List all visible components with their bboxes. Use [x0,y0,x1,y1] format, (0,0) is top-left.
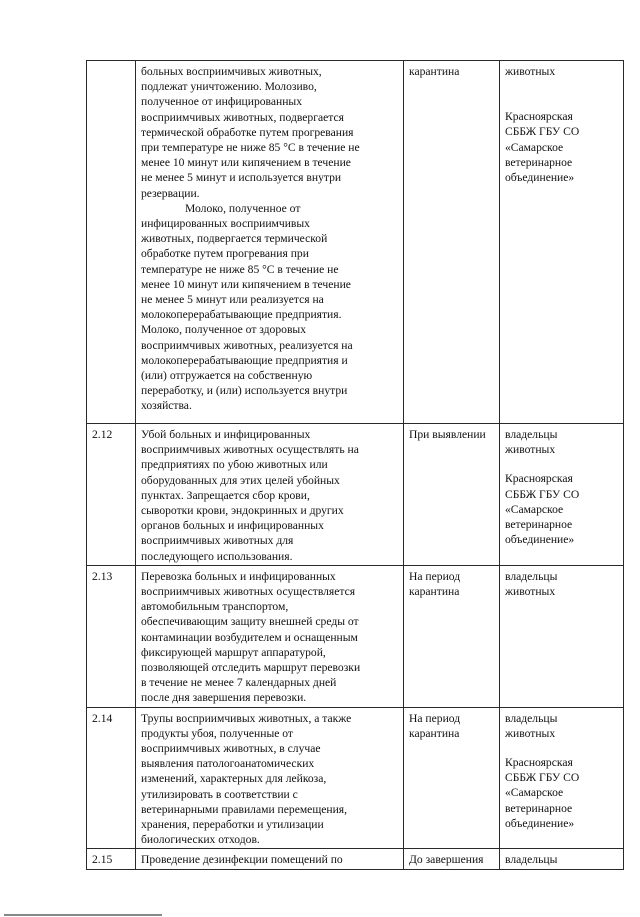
text-line: хранения, переработки и утилизации [141,818,324,832]
text-line: Молоко, полученное от здоровых [141,323,307,337]
text-line: контаминации возбудителем и оснащенным [141,630,358,644]
term-cell [404,424,500,566]
responsible-line: Красноярская [505,110,573,124]
text-line: Убой больных и инфицированных [141,428,311,441]
text-line: молокоперерабатывающие предприятия. [141,308,342,322]
term-line: При выявлении [409,428,486,441]
responsible-line: животных [505,443,556,457]
text-line: восприимчивых животных, подвергается [141,110,344,124]
measures-table [86,60,624,870]
spacer [505,457,618,471]
text-line: резервации. [141,186,200,200]
responsible-line: животных [505,65,556,78]
text-line: в течение не менее 7 календарных дней [141,676,337,690]
responsible-line: ветеринарное [505,155,573,169]
page-edge-line [4,914,162,916]
responsible-line: животных [505,585,556,599]
spacer [505,79,618,109]
responsible-line: объединение» [505,171,575,185]
responsible-line: животных [505,726,556,740]
term-line: До завершения [409,853,484,867]
table-row [87,61,624,424]
text-line: полученное от инфицированных [141,95,302,109]
table-row [87,424,624,566]
term-line: карантина [409,65,460,78]
text-line: утилизировать в соответствии с [141,787,298,801]
text-line: изменений, характерных для лейкоза, [141,772,327,786]
responsible-line: ветеринарное [505,801,573,815]
text-line: сыворотки крови, эндокринных и других [141,504,344,518]
responsible-line: ветеринарное [505,518,573,532]
text-line: восприимчивых животных, реализуется на [141,338,353,352]
text-line: термической обработке путем прогревания [141,125,354,139]
responsible-line: СББЖ ГБУ СО [505,487,580,501]
text-line: ветеринарными правилами перемещения, [141,802,348,816]
text-line: молокоперерабатывающие предприятия и [141,353,348,367]
responsible-line: Красноярская [505,472,573,486]
responsible-cell [500,61,624,424]
responsible-line: СББЖ ГБУ СО [505,771,580,785]
term-cell [404,61,500,424]
responsible-cell [500,424,624,566]
text-line: животных, подвергается термической [141,232,328,246]
responsible-cell [500,565,624,707]
row-number: 2.12 [87,424,136,566]
text-line: инфицированных восприимчивых [141,217,310,231]
term-line: На период [409,711,461,725]
text-line: Проведение дезинфекции помещений по [141,853,343,867]
responsible-line: «Самарское [505,786,564,800]
text-line: хозяйства. [141,399,192,413]
measure-text [136,849,404,869]
text-line: Трупы восприимчивых животных, а также [141,711,352,725]
measure-text [136,61,404,424]
text-line: Перевозка больных и инфицированных [141,569,336,583]
responsible-line: Красноярская [505,756,573,770]
text-line: пунктах. Запрещается сбор крови, [141,488,310,502]
text-line: органов больных и инфицированных [141,519,324,533]
text-line: не менее 5 минут и используется внутри [141,171,342,185]
text-line: обеспечивающим защиту внешней среды от [141,615,359,629]
responsible-cell [500,707,624,849]
responsible-line: владельцы [505,711,558,725]
text-line: позволяющей отследить маршрут перевозки [141,661,361,675]
term-cell [404,849,500,869]
text-line: Молоко, полученное от [185,201,301,215]
responsible-cell [500,849,624,869]
table-row [87,707,624,849]
text-line: восприимчивых животных, в случае [141,742,321,756]
responsible-line: «Самарское [505,502,564,516]
text-line: восприимчивых животных осуществлять на [141,443,359,457]
text-line: восприимчивых животных для [141,534,294,548]
responsible-line: «Самарское [505,140,564,154]
text-line: после дня завершения перевозки. [141,691,307,705]
responsible-line: владельцы [505,428,558,441]
term-cell [404,707,500,849]
responsible-line: владельцы [505,853,558,867]
text-line: биологических отходов. [141,833,260,847]
text-line: оборудованных для этих целей убойных [141,473,340,487]
text-line: обработке путем прогревания при [141,247,309,261]
spacer [505,741,618,755]
text-line: автомобильным транспортом, [141,600,289,614]
responsible-line: владельцы [505,569,558,583]
table-row [87,849,624,869]
text-line: переработку, и (или) используется внутри [141,384,348,398]
text-line: подлежат уничтожению. Молозиво, [141,80,317,94]
row-number: 2.14 [87,707,136,849]
table-row [87,565,624,707]
row-number: 2.15 [87,849,136,869]
text-line: продукты убоя, полученные от [141,726,294,740]
term-line: На период [409,569,461,583]
text-line: больных восприимчивых животных, [141,65,322,78]
responsible-line: объединение» [505,816,575,830]
term-cell [404,565,500,707]
responsible-line: объединение» [505,533,575,547]
text-line: восприимчивых животных осуществляется [141,585,356,599]
term-line: карантина [409,585,460,599]
row-number: 2.13 [87,565,136,707]
measure-text [136,424,404,566]
text-line: предприятиях по убою животных или [141,458,328,472]
text-line: температуре не ниже 85 °С в течение не [141,262,339,276]
text-line: менее 10 минут или кипячением в течение [141,156,351,170]
row-number [87,61,136,424]
text-line: последующего использования. [141,549,293,563]
responsible-line: СББЖ ГБУ СО [505,125,580,139]
measure-text [136,707,404,849]
text-line: (или) отгружается на собственную [141,369,313,383]
text-line: фиксирующей маршрут аппаратурой, [141,645,326,659]
term-line: карантина [409,726,460,740]
text-line: при температуре не ниже 85 °С в течение не [141,141,360,155]
text-line: менее 10 минут или кипячением в течение [141,277,351,291]
text-line: не менее 5 минут или реализуется на [141,293,324,307]
measure-text [136,565,404,707]
text-line: выявления патологоанатомических [141,757,315,771]
